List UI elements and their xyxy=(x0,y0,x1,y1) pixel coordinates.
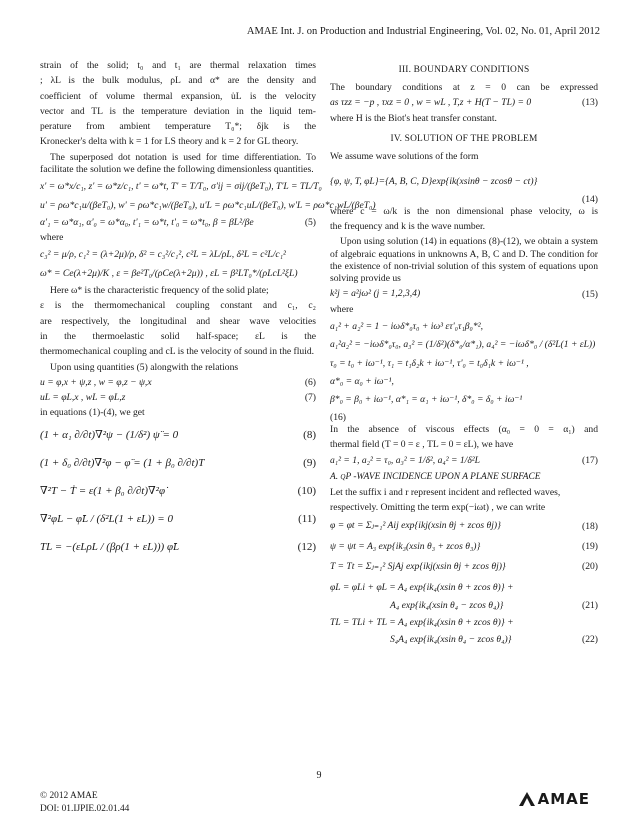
paragraph: are respectively, the longitudinal and shear wave velocities xyxy=(40,315,316,327)
logo-mark-icon xyxy=(519,792,535,806)
paragraph: Kronecker's delta with k = 1 for LS theory and k = 2 for GL theory. xyxy=(40,136,299,148)
paragraph: The boundary conditions at z = 0 can be expressed xyxy=(330,82,598,94)
equation-body: ∇²φL − φ̈L / (δ²L(1 + εL)) = 0 xyxy=(40,512,173,525)
equation-13 xyxy=(330,97,598,109)
paragraph: We assume wave solutions of the form xyxy=(330,150,479,162)
equation-number: (10) xyxy=(297,484,316,497)
paragraph: in the thermoelastic solid half-space; εL is the xyxy=(40,331,316,343)
equation-10 xyxy=(40,484,316,498)
right-column xyxy=(330,60,598,650)
equation-number: (12) xyxy=(297,540,316,553)
equation-number: (5) xyxy=(304,216,316,228)
equation-20 xyxy=(330,561,598,573)
equation-number: (20) xyxy=(582,561,598,573)
paragraph: respectively. Omitting the term exp(−iωt) , we can write xyxy=(330,502,546,514)
equation-number: (7) xyxy=(304,392,316,404)
equation-body: S₄A₄ exp{ik₄(xsin θ₄ − zcos θ₄)} xyxy=(390,634,512,646)
equation-body: as τzz = −p , τxz = 0 , w = wL , T,z + H(T − TL) = 0 xyxy=(330,97,532,109)
equation-number: (14) xyxy=(582,193,598,205)
section-heading: III. BOUNDARY CONDITIONS xyxy=(398,65,530,75)
equation-14: {φ, ψ, T, φL}={A, B, C, D}exp{ik(xsinθ − zcosθ − ct)} xyxy=(330,176,538,188)
equation-17 xyxy=(330,455,598,467)
section-heading: IV. SOLUTION OF THE PROBLEM xyxy=(390,133,538,144)
equation-number: (8) xyxy=(303,428,316,441)
equation-body: (1 + α₁ ∂/∂t)∇²ψ − (1/δ²) ψ̈ = 0 xyxy=(40,428,179,441)
equation-19 xyxy=(330,541,598,553)
equation-number: (16) xyxy=(330,411,346,423)
equation-where-1: c₃² = μ/ρ, c₁² = (λ+2μ)/ρ, δ² = c₃²/c₁², c²L = λL/ρL, δ²L = c²L/c₁² xyxy=(40,249,286,261)
equation-body: uL = φL,x , wL = φL,z xyxy=(40,392,126,404)
paragraph: where c = ω/k is the non dimensional phase velocity, ω is xyxy=(330,205,598,217)
equation-7 xyxy=(40,392,316,404)
equation-number: (21) xyxy=(582,599,598,611)
equation-where-2: ω* = Ce(λ+2μ)/K , ε = βe²T₀/(ρCe(λ+2μ)) , εL = β²LT₀*/(ρLcL²ξL) xyxy=(40,267,298,279)
copyright: © 2012 AMAE xyxy=(40,791,98,801)
equation-18 xyxy=(330,520,598,532)
equation-body: u = φ,x + ψ,z , w = φ,z − ψ,x xyxy=(40,376,152,388)
equation-5 xyxy=(40,217,316,229)
equation-number: (17) xyxy=(582,454,598,466)
equation-15d: α*₀ = α₀ + iω⁻¹, xyxy=(330,376,394,388)
equation-dimensionless-1: x' = ω*x/c₁, z' = ω*z/c₁, t' = ω*t, T' = T/T₀, σ'ij = σij/(βeT₀), T'L = TL/T₀ xyxy=(40,181,322,193)
paragraph: where xyxy=(40,232,64,244)
equation-dimensionless-2: u' = ρω*c₁u/(βeT₀), w' = ρω*c₁w/(βeT₀), u'L = ρω*c₁uL/(βeT₀), w'L = ρω*c₁wL/(βeT₀) xyxy=(40,199,376,211)
paragraph: thermomechanical coupling and cL is the velocity of sound in the fluid. xyxy=(40,346,315,358)
equation-number: (19) xyxy=(582,540,598,552)
paragraph: coefficient of volume thermal expansion, u̇L is the velocity xyxy=(40,90,316,102)
footer xyxy=(40,790,129,815)
equation-12 xyxy=(40,540,316,554)
paragraph: In the absence of viscous effects (α₀ = 0 = α₁) and xyxy=(330,424,598,436)
paragraph: Here ω* is the characteristic frequency of the solid plate; xyxy=(50,285,269,297)
equation-body: T = Tt = Σⱼ₌₁² SjAj exp{ikj(xsin θj + zcos θj)} xyxy=(330,561,506,573)
equation-22 xyxy=(330,634,598,646)
equation-11 xyxy=(40,512,316,526)
equation-15 xyxy=(330,288,598,300)
equation-15e: β*₀ = β₀ + iω⁻¹, α*₁ = α₁ + iω⁻¹, δ*₀ = δ₀ + iω⁻¹ xyxy=(330,394,523,406)
paragraph: where xyxy=(330,303,354,315)
equation-21 xyxy=(330,600,598,612)
paragraph: in equations (1)-(4), we get xyxy=(40,407,145,419)
equation-number: (6) xyxy=(304,376,316,388)
logo-text: AMAE xyxy=(537,790,590,808)
paragraph: vector and TL is the temperature deviation in the liquid tem- xyxy=(40,105,316,117)
equation-22-line1: TL = TLi + TL = A₄ exp{ik₄(xsin θ + zcos θ)} + xyxy=(330,616,514,628)
amae-logo xyxy=(519,790,590,808)
paragraph: where H is the Biot's heat transfer constant. xyxy=(330,112,497,124)
equation-body: ψ = ψt = A₃ exp{ik₃(xsin θ₃ + zcos θ₃)} xyxy=(330,540,481,552)
equation-body: A₄ exp{ik₄(xsin θ₄ − zcos θ₄)} xyxy=(390,599,504,611)
equation-21-line1: φL = φLi + φL = A₄ exp{ik₄(xsin θ + zcos θ)} + xyxy=(330,582,514,594)
equation-number: (22) xyxy=(582,634,598,646)
paragraph: thermal field (T = 0 = ε , TL = 0 = εL), we have xyxy=(330,439,514,451)
equation-number: (13) xyxy=(582,97,598,109)
paragraph: ε is the thermomechanical coupling constant and c₁, c₂ xyxy=(40,300,316,312)
equation-body: (1 + δ₀ ∂/∂t)∇²φ − φ̈ = (1 + β₀ ∂/∂t)T xyxy=(40,456,205,469)
equation-body: φ = φt = Σⱼ₌₁² Aij exp{ikj(xsin θj + zcos θj)} xyxy=(330,520,501,532)
equation-15a: a₁² + a₂² = 1 − iωδ*₀τ₀ + iω³ ετ'₀τ₁β₀*², xyxy=(330,320,483,332)
equation-body: TL = −(εLρL / (βρ(1 + εL))) φ̈L xyxy=(40,540,180,553)
paragraph: strain of the solid; t₀ and t₁ are thermal relaxation times xyxy=(40,60,316,71)
equation-6 xyxy=(40,377,316,389)
doi: DOI: 01.IJPIE.02.01.44 xyxy=(40,803,130,814)
equation-dimensionless-3: α'₁ = ω*α₁, α'₀ = ω*α₀, t'₁ = ω*t, t'₀ = ω*t₀, β = βL²/βe xyxy=(40,216,254,228)
equation-number: (15) xyxy=(582,288,598,300)
equation-body: a₁² = 1, a₂² = τ₀, a₃² = 1/δ², a₄² = 1/δ²L xyxy=(330,454,481,466)
paragraph: ; λL is the bulk modulus, ρL and α* are the density and xyxy=(40,75,316,87)
equation-9 xyxy=(40,456,316,470)
equation-15b: a₁²a₂² = −iωδ*₀τ₀, a₃² = (1/δ²)(δ*₀/α*₁), a₄² = −iωδ*₀ / (δ²L(1 + εL)) xyxy=(330,339,596,351)
journal-header: AMAE Int. J. on Production and Industrial Engineering, Vol. 02, No. 01, April 2012 xyxy=(246,26,600,37)
page-number: 9 xyxy=(316,770,322,781)
equation-body: ∇²T − Ṫ = ε(1 + β₀ ∂/∂t)∇²φ̇ xyxy=(40,484,166,497)
paragraph: Let the suffix i and r represent incident and reflected waves, xyxy=(330,486,561,498)
paragraph: the frequency and k is the wave number. xyxy=(330,221,486,233)
paragraph: Upon using solution (14) in equations (8)-(12), we obtain a system of algebraic equations in unknowns A, B, C and D. The condition for the existence of non-trivial solution of this system of equations upon solving provide us xyxy=(330,236,598,285)
equation-8 xyxy=(40,428,316,442)
subsection-heading: A. qP -WAVE INCIDENCE UPON A PLANE SURFACE xyxy=(330,471,541,482)
paragraph: The superposed dot notation is used for time differentiation. To facilitate the solution we define the following dimensionless quantities. xyxy=(40,151,316,175)
equation-body: k²j = a²jω² (j = 1,2,3,4) xyxy=(330,288,421,300)
equation-number: (18) xyxy=(582,520,598,532)
equation-number: (11) xyxy=(298,512,316,525)
paragraph: Upon using quantities (5) alongwith the relations xyxy=(50,361,239,373)
equation-15c: τ₀ = t₀ + iω⁻¹, τ₁ = t₁δ₂k + iω⁻¹, τ'₀ = t₀δ₁k + iω⁻¹ , xyxy=(330,357,529,369)
paragraph: perature from ambient temperature T₀*; δjk is the xyxy=(40,121,316,133)
equation-number: (9) xyxy=(303,456,316,469)
